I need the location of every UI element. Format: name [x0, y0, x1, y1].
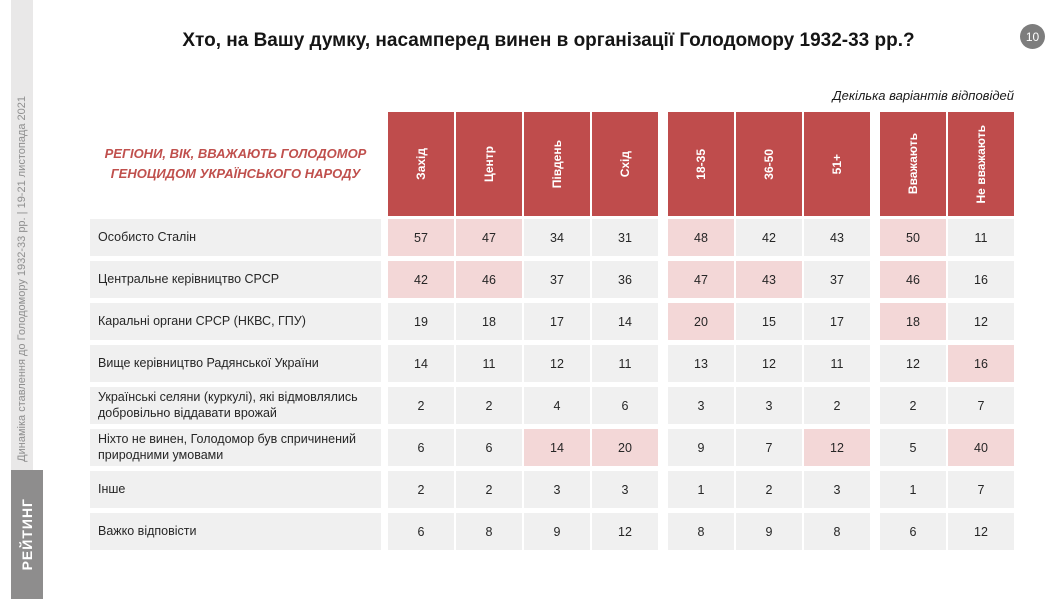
corner-header-cell — [90, 112, 381, 216]
data-cell: 2 — [456, 387, 522, 424]
data-cell: 6 — [880, 513, 946, 550]
table-row — [90, 471, 1014, 508]
data-cell: 31 — [592, 219, 658, 256]
data-cell: 9 — [524, 513, 590, 550]
row-label: Ніхто не винен, Голодомор був спричинений природними умовами — [90, 429, 381, 466]
column-header-vvazhayut — [880, 112, 946, 216]
data-cell: 37 — [804, 261, 870, 298]
rating-logo-text: РЕЙТИНГ — [19, 498, 35, 571]
column-header-label: Схід — [618, 150, 632, 178]
data-cell: 43 — [736, 261, 802, 298]
data-cell: 14 — [524, 429, 590, 466]
page-number-badge: 10 — [1020, 24, 1045, 49]
sidebar-caption: Динаміка ставлення до Голодомору 1932-33 рр. | 19-21 листопада 2021 — [16, 96, 28, 462]
column-header-18-35 — [668, 112, 734, 216]
header-group-opinion — [880, 112, 1014, 216]
column-header-ne-vvazhayut — [948, 112, 1014, 216]
data-cell: 19 — [388, 303, 454, 340]
row-cells-regions — [388, 471, 658, 508]
data-cell: 20 — [592, 429, 658, 466]
row-cells-opinion — [880, 471, 1014, 508]
row-cells-age — [668, 387, 870, 424]
data-cell: 2 — [388, 471, 454, 508]
column-header-pivden — [524, 112, 590, 216]
row-label: Центральне керівництво СРСР — [90, 261, 381, 298]
sidebar-strip — [11, 0, 33, 470]
row-cells-opinion — [880, 513, 1014, 550]
row-cells-age — [668, 219, 870, 256]
data-cell: 3 — [592, 471, 658, 508]
data-cell: 17 — [524, 303, 590, 340]
column-header-36-50 — [736, 112, 802, 216]
data-cell: 3 — [804, 471, 870, 508]
data-cell: 34 — [524, 219, 590, 256]
column-header-label: 51+ — [830, 153, 844, 175]
data-cell: 8 — [804, 513, 870, 550]
row-label: Особисто Сталін — [90, 219, 381, 256]
data-cell: 12 — [948, 513, 1014, 550]
row-cells-age — [668, 471, 870, 508]
data-cell: 42 — [388, 261, 454, 298]
row-label: Інше — [90, 471, 381, 508]
row-cells-regions — [388, 513, 658, 550]
data-cell: 36 — [592, 261, 658, 298]
data-cell: 8 — [456, 513, 522, 550]
column-header-tsentr — [456, 112, 522, 216]
data-cell: 11 — [948, 219, 1014, 256]
column-header-label: Вважають — [906, 133, 920, 195]
row-label: Каральні органи СРСР (НКВС, ГПУ) — [90, 303, 381, 340]
table-row — [90, 429, 1014, 466]
data-cell: 3 — [524, 471, 590, 508]
row-cells-regions — [388, 261, 658, 298]
row-label: Важко відповісти — [90, 513, 381, 550]
column-header-zakhid — [388, 112, 454, 216]
data-cell: 48 — [668, 219, 734, 256]
column-header-label: Не вважають — [974, 124, 988, 204]
data-cell: 42 — [736, 219, 802, 256]
row-cells-regions — [388, 219, 658, 256]
column-header-51plus — [804, 112, 870, 216]
data-cell: 7 — [948, 387, 1014, 424]
data-cell: 6 — [388, 513, 454, 550]
row-cells-opinion — [880, 429, 1014, 466]
data-cell: 1 — [668, 471, 734, 508]
data-cell: 7 — [948, 471, 1014, 508]
column-header-label: Центр — [482, 145, 496, 183]
table-row — [90, 345, 1014, 382]
row-cells-age — [668, 261, 870, 298]
table-row — [90, 513, 1014, 550]
column-header-label: Захід — [414, 148, 428, 180]
data-cell: 18 — [880, 303, 946, 340]
table-row — [90, 219, 1014, 256]
data-cell: 46 — [880, 261, 946, 298]
data-cell: 14 — [592, 303, 658, 340]
data-cell: 18 — [456, 303, 522, 340]
column-header-label: 36-50 — [762, 148, 776, 180]
data-cell: 11 — [592, 345, 658, 382]
data-cell: 6 — [388, 429, 454, 466]
data-cell: 2 — [880, 387, 946, 424]
data-cell: 47 — [456, 219, 522, 256]
data-cell: 12 — [736, 345, 802, 382]
data-cell: 12 — [524, 345, 590, 382]
table-row — [90, 261, 1014, 298]
survey-table — [90, 112, 1014, 555]
row-cells-regions — [388, 429, 658, 466]
data-cell: 47 — [668, 261, 734, 298]
data-cell: 37 — [524, 261, 590, 298]
data-cell: 3 — [668, 387, 734, 424]
row-cells-regions — [388, 303, 658, 340]
data-cell: 46 — [456, 261, 522, 298]
column-header-skhid — [592, 112, 658, 216]
row-cells-age — [668, 345, 870, 382]
rating-logo — [11, 470, 43, 599]
row-cells-age — [668, 303, 870, 340]
row-cells-opinion — [880, 345, 1014, 382]
column-header-label: 18-35 — [694, 148, 708, 180]
data-cell: 17 — [804, 303, 870, 340]
table-header-row — [90, 112, 1014, 216]
data-cell: 3 — [736, 387, 802, 424]
data-cell: 2 — [804, 387, 870, 424]
page-title: Хто, на Вашу думку, насамперед винен в організації Голодомору 1932-33 рр.? — [182, 30, 915, 51]
data-cell: 2 — [736, 471, 802, 508]
row-label: Вище керівництво Радянської України — [90, 345, 381, 382]
column-header-label: Південь — [550, 139, 564, 189]
data-cell: 12 — [948, 303, 1014, 340]
data-cell: 50 — [880, 219, 946, 256]
data-cell: 9 — [668, 429, 734, 466]
data-cell: 4 — [524, 387, 590, 424]
row-label: Українські селяни (куркулі), які відмовлялись добровільно віддавати врожай — [90, 387, 381, 424]
data-cell: 11 — [804, 345, 870, 382]
data-cell: 8 — [668, 513, 734, 550]
data-cell: 6 — [456, 429, 522, 466]
data-cell: 14 — [388, 345, 454, 382]
data-cell: 11 — [456, 345, 522, 382]
row-cells-opinion — [880, 261, 1014, 298]
data-cell: 40 — [948, 429, 1014, 466]
data-cell: 12 — [804, 429, 870, 466]
row-cells-age — [668, 513, 870, 550]
data-cell: 16 — [948, 261, 1014, 298]
row-cells-regions — [388, 345, 658, 382]
row-cells-opinion — [880, 387, 1014, 424]
data-cell: 1 — [880, 471, 946, 508]
data-cell: 9 — [736, 513, 802, 550]
header-group-regions — [388, 112, 658, 216]
data-cell: 5 — [880, 429, 946, 466]
data-cell: 13 — [668, 345, 734, 382]
data-cell: 12 — [592, 513, 658, 550]
data-cell: 16 — [948, 345, 1014, 382]
table-row — [90, 387, 1014, 424]
data-cell: 43 — [804, 219, 870, 256]
table-row — [90, 303, 1014, 340]
row-cells-regions — [388, 387, 658, 424]
data-cell: 2 — [456, 471, 522, 508]
data-cell: 2 — [388, 387, 454, 424]
multiple-answers-note: Декілька варіантів відповідей — [832, 88, 1014, 103]
row-cells-opinion — [880, 219, 1014, 256]
data-cell: 15 — [736, 303, 802, 340]
corner-header-text: РЕГІОНИ, ВІК, ВВАЖАЮТЬ ГОЛОДОМОР ГЕНОЦИДОМ УКРАЇНСЬКОГО НАРОДУ — [104, 145, 367, 181]
header-group-age — [668, 112, 870, 216]
data-cell: 57 — [388, 219, 454, 256]
data-cell: 12 — [880, 345, 946, 382]
row-cells-opinion — [880, 303, 1014, 340]
data-cell: 20 — [668, 303, 734, 340]
data-cell: 7 — [736, 429, 802, 466]
data-cell: 6 — [592, 387, 658, 424]
row-cells-age — [668, 429, 870, 466]
